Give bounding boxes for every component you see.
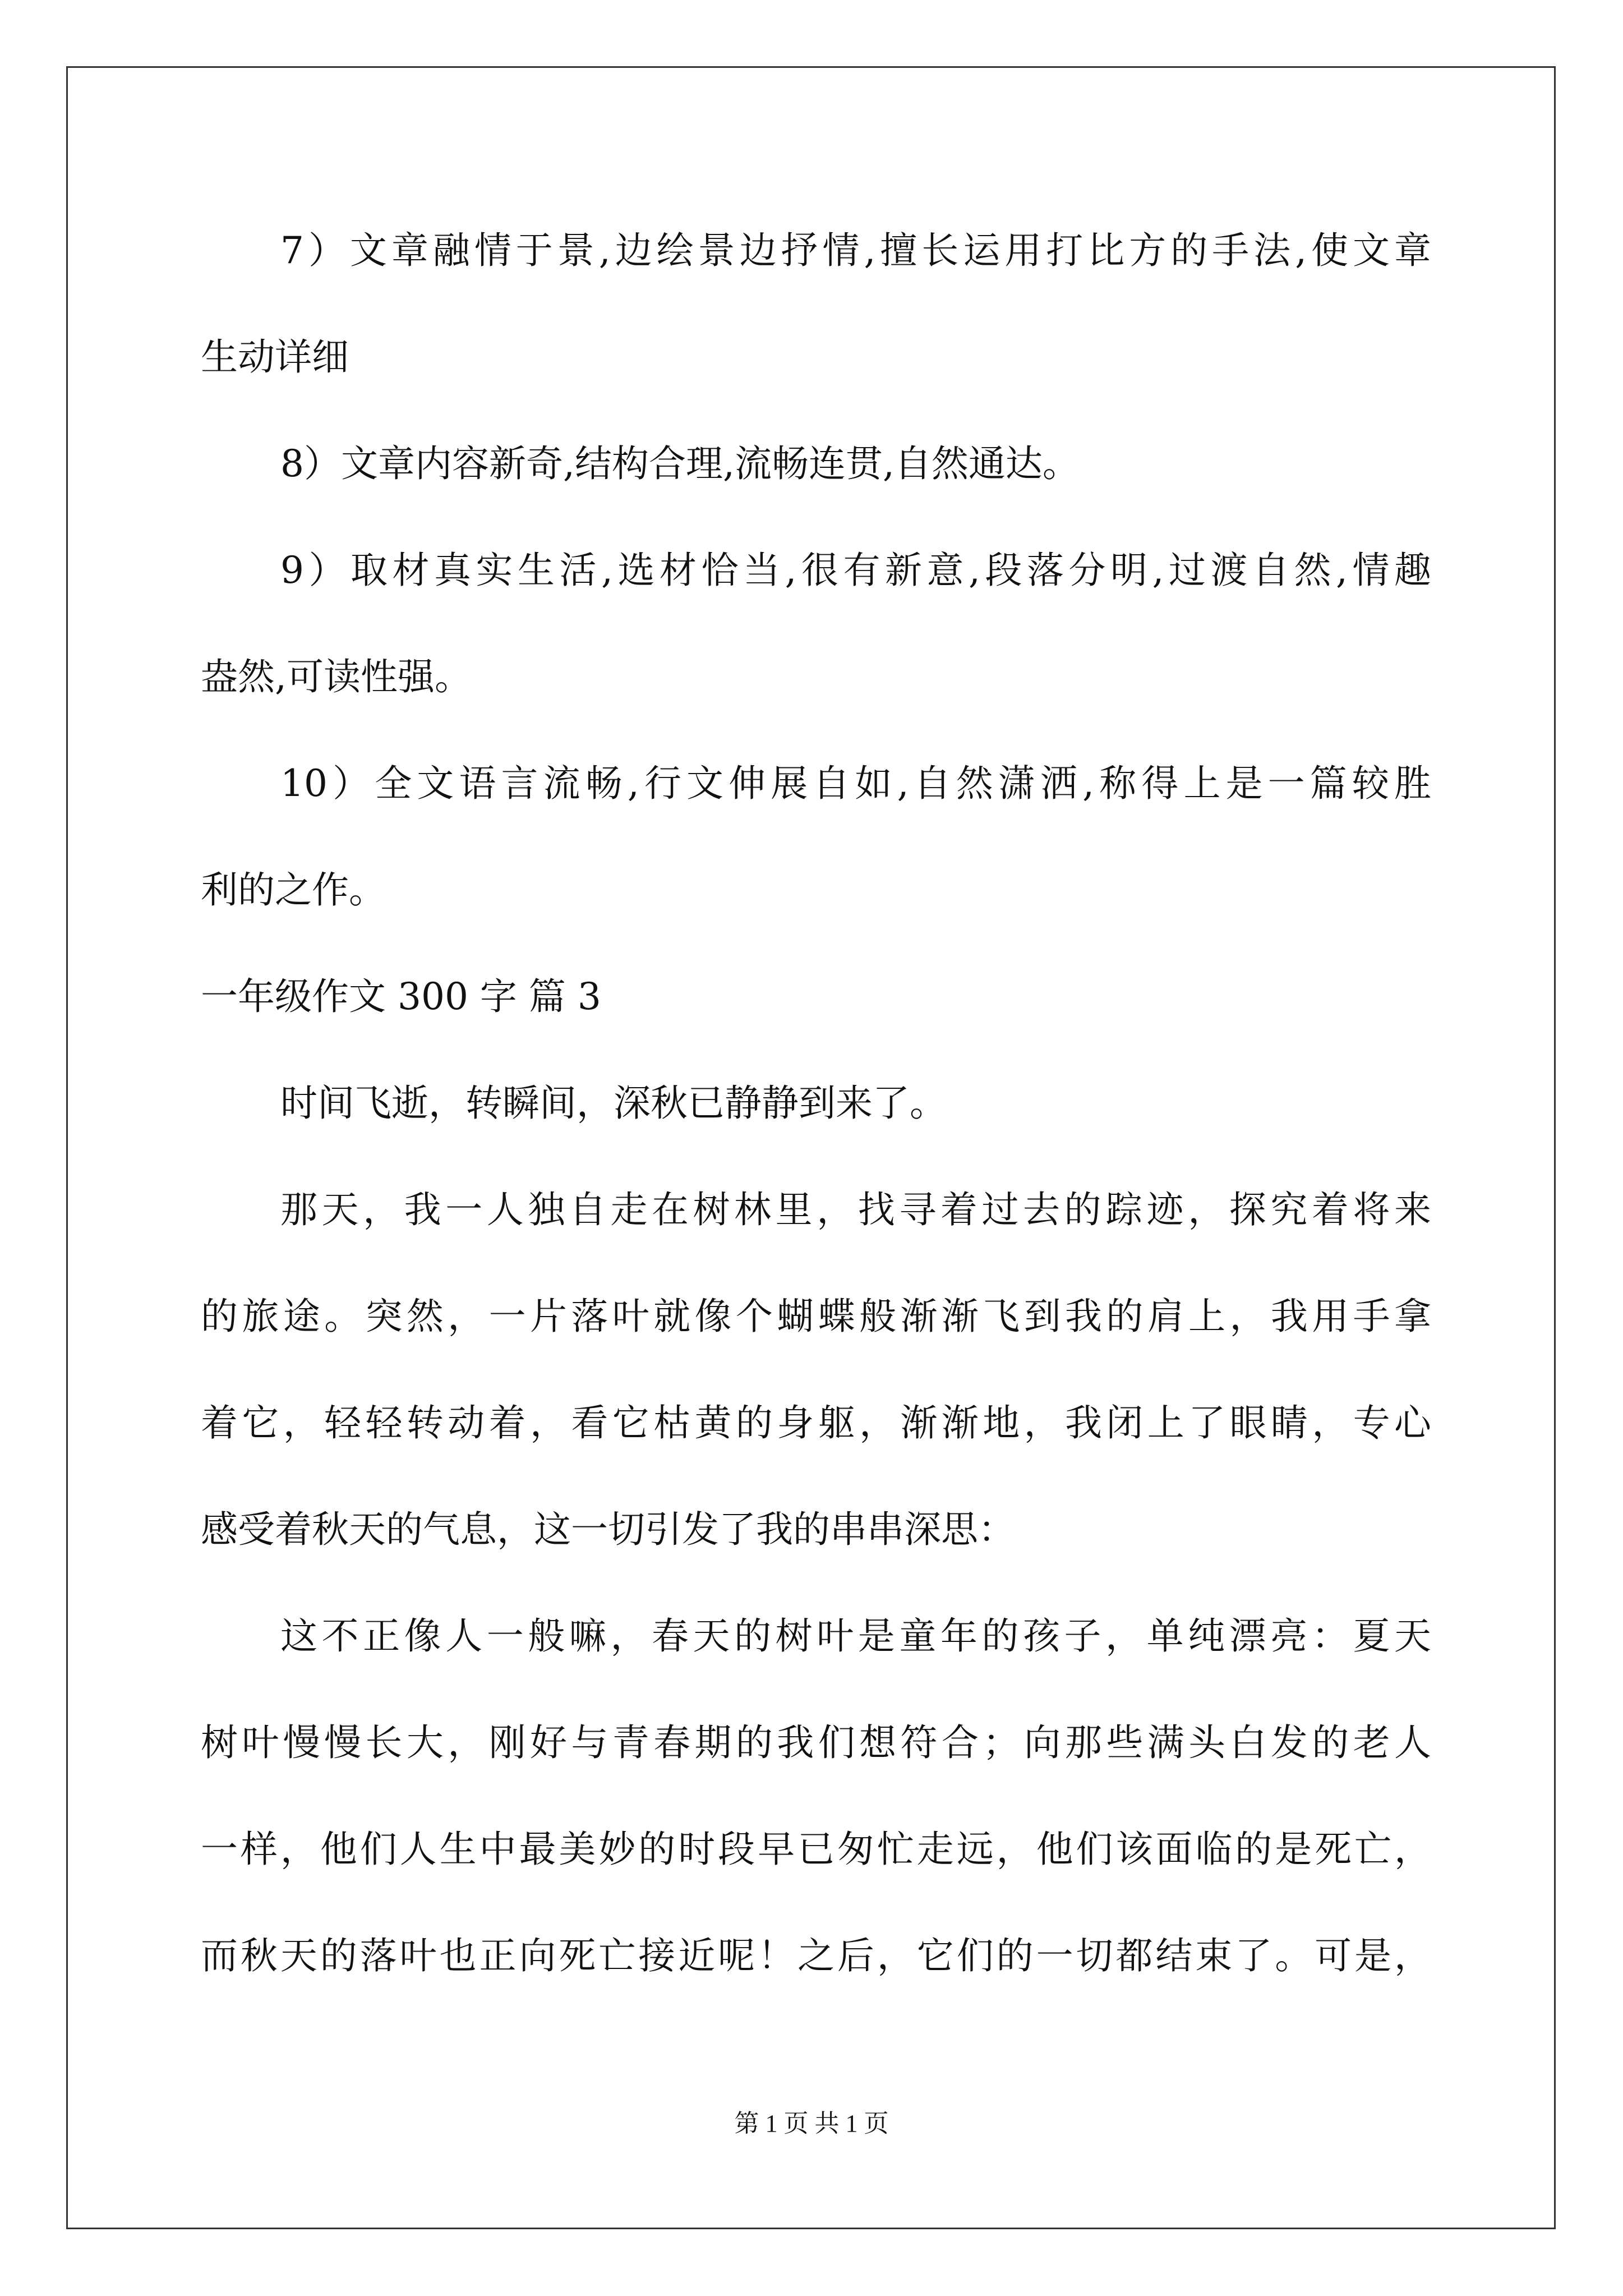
essay-paragraph-3-line-1: 这不正像人一般嘛，春天的树叶是童年的孩子，单纯漂亮：夏天 [280, 1614, 1431, 1658]
paragraph-7-line-1: 7）文章融情于景,边绘景边抒情,擅长运用打比方的手法,使文章 [280, 229, 1431, 272]
paragraph-8-line-1: 8）文章内容新奇,结构合理,流畅连贯,自然通达。 [280, 442, 1080, 485]
section-heading: 一年级作文 300 字 篇 3 [201, 975, 601, 1018]
essay-paragraph-1-line-1: 时间飞逝，转瞬间，深秋已静静到来了。 [280, 1082, 947, 1125]
essay-paragraph-3-line-4: 而秋天的落叶也正向死亡接近呢！之后，它们的一切都结束了。可是， [201, 1934, 1431, 1977]
page-border [66, 66, 1556, 2229]
paragraph-10-line-1: 10）全文语言流畅,行文伸展自如,自然潇洒,称得上是一篇较胜 [280, 762, 1431, 805]
paragraph-9-line-2: 盎然,可读性强。 [201, 655, 472, 698]
paragraph-10-line-2: 利的之作。 [201, 868, 386, 912]
essay-paragraph-2-line-1: 那天，我一人独自走在树林里，找寻着过去的踪迹，探究着将来 [280, 1188, 1431, 1231]
paragraph-9-line-1: 9）取材真实生活,选材恰当,很有新意,段落分明,过渡自然,情趣 [280, 549, 1431, 592]
page-footer: 第 1 页 共 1 页 [734, 2110, 889, 2137]
essay-paragraph-2-line-4: 感受着秋天的气息，这一切引发了我的串串深思： [201, 1508, 1015, 1551]
essay-paragraph-3-line-3: 一样，他们人生中最美妙的时段早已匆忙走远，他们该面临的是死亡， [201, 1828, 1431, 1871]
essay-paragraph-2-line-2: 的旅途。突然，一片落叶就像个蝴蝶般渐渐飞到我的肩上，我用手拿 [201, 1295, 1431, 1338]
essay-paragraph-3-line-2: 树叶慢慢长大，刚好与青春期的我们想符合；向那些满头白发的老人 [201, 1721, 1431, 1764]
paragraph-7-line-2: 生动详细 [201, 335, 349, 379]
essay-paragraph-2-line-3: 着它，轻轻转动着，看它枯黄的身躯，渐渐地，我闭上了眼睛，专心 [201, 1401, 1431, 1444]
